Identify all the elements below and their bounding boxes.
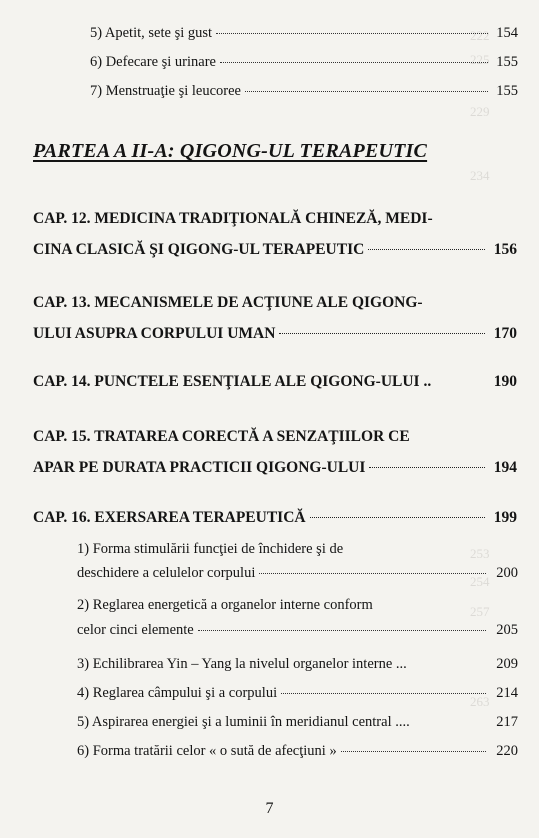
subentry xyxy=(77,596,518,639)
chapter-page: 190 xyxy=(493,373,517,390)
subentry-line: 4) Reglarea câmpului şi a corpului xyxy=(77,685,278,701)
chapter-entry xyxy=(33,509,517,527)
chapter-entry xyxy=(33,373,517,391)
chapter-title-line: CAP. 15. TRATAREA CORECTĂ A SENZAŢIILOR CE xyxy=(33,428,410,445)
show-through-mark: 263 xyxy=(470,694,490,709)
leader-dots xyxy=(245,91,488,92)
toc-entry xyxy=(90,24,518,42)
subentry-page: 214 xyxy=(496,685,518,701)
toc-entry-page: 155 xyxy=(496,83,518,99)
subentry-line: deschidere a celulelor corpului xyxy=(77,565,256,581)
toc-entry-text: 7) Menstruaţie şi leucoree xyxy=(90,83,241,99)
chapter-entry xyxy=(33,210,517,259)
subentry-line: 3) Echilibrarea Yin – Yang la nivelul organelor interne ... xyxy=(77,656,407,672)
subentry xyxy=(77,742,518,760)
subentry-page: 205 xyxy=(496,622,518,638)
subentry-line: 6) Forma tratării celor « o sută de afecţiuni » xyxy=(77,743,337,759)
subentry-line: 5) Aspirarea energiei şi a luminii în meridianul central .... xyxy=(77,714,410,730)
leader-dots xyxy=(341,751,486,752)
subentry-page: 220 xyxy=(496,743,518,759)
chapter-title-line: APAR PE DURATA PRACTICII QIGONG-ULUI xyxy=(33,459,366,476)
toc-entry-text: 5) Apetit, sete şi gust xyxy=(90,25,213,41)
subentry-line: celor cinci elemente xyxy=(77,622,194,638)
chapter-page: 170 xyxy=(493,325,517,342)
chapter-title-line: CAP. 14. PUNCTELE ESENŢIALE ALE QIGONG-ULUI .. xyxy=(33,373,432,390)
chapter-title-line: CAP. 13. MECANISMELE DE ACŢIUNE ALE QIGONG- xyxy=(33,294,423,311)
chapter-entry xyxy=(33,428,517,477)
subentry xyxy=(77,713,518,731)
leader-dots xyxy=(279,333,485,334)
chapter-title-line: CINA CLASICĂ ŞI QIGONG-UL TERAPEUTIC xyxy=(33,241,365,258)
subentry xyxy=(77,684,518,702)
show-through-mark: 257 xyxy=(470,604,490,619)
subentry-line: 2) Reglarea energetică a organelor interne conform xyxy=(77,597,373,613)
toc-entry-text: 6) Defecare şi urinare xyxy=(90,54,216,70)
chapter-title-line: CAP. 16. EXERSAREA TERAPEUTICĂ xyxy=(33,509,306,526)
leader-dots xyxy=(368,249,485,250)
subentry-page: 209 xyxy=(496,656,518,672)
subentry-line: 1) Forma stimulării funcţiei de închidere şi de xyxy=(77,541,344,557)
chapter-title-line: CAP. 12. MEDICINA TRADIŢIONALĂ CHINEZĂ, MEDI- xyxy=(33,210,433,227)
leader-dots xyxy=(259,573,486,574)
chapter-entry xyxy=(33,294,517,343)
show-through-mark: 222 xyxy=(470,28,490,43)
show-through-mark: 253 xyxy=(470,546,490,561)
section-title: PARTEA A II-A: QIGONG-UL TERAPEUTIC xyxy=(33,140,428,162)
leader-dots xyxy=(198,630,486,631)
leader-dots xyxy=(216,33,488,34)
chapter-page: 199 xyxy=(493,509,517,526)
leader-dots xyxy=(310,517,485,518)
leader-dots xyxy=(369,467,485,468)
subentry-page: 217 xyxy=(496,714,518,730)
leader-dots xyxy=(281,693,486,694)
toc-entry xyxy=(90,82,518,100)
subentry-page: 200 xyxy=(496,565,518,581)
leader-dots xyxy=(220,62,488,63)
show-through-mark: 225 xyxy=(470,52,490,67)
show-through-mark: 254 xyxy=(470,574,490,589)
show-through-mark: 234 xyxy=(470,168,490,183)
toc-entry xyxy=(90,53,518,71)
page-number: 7 xyxy=(265,800,274,817)
toc-entry-page: 155 xyxy=(496,54,518,70)
subentry xyxy=(77,655,518,673)
chapter-page: 156 xyxy=(493,241,517,258)
chapter-title-line: ULUI ASUPRA CORPULUI UMAN xyxy=(33,325,276,342)
toc-entry-page: 154 xyxy=(496,25,518,41)
chapter-page: 194 xyxy=(493,459,517,476)
subentry xyxy=(77,540,518,582)
show-through-mark: 229 xyxy=(470,104,490,119)
